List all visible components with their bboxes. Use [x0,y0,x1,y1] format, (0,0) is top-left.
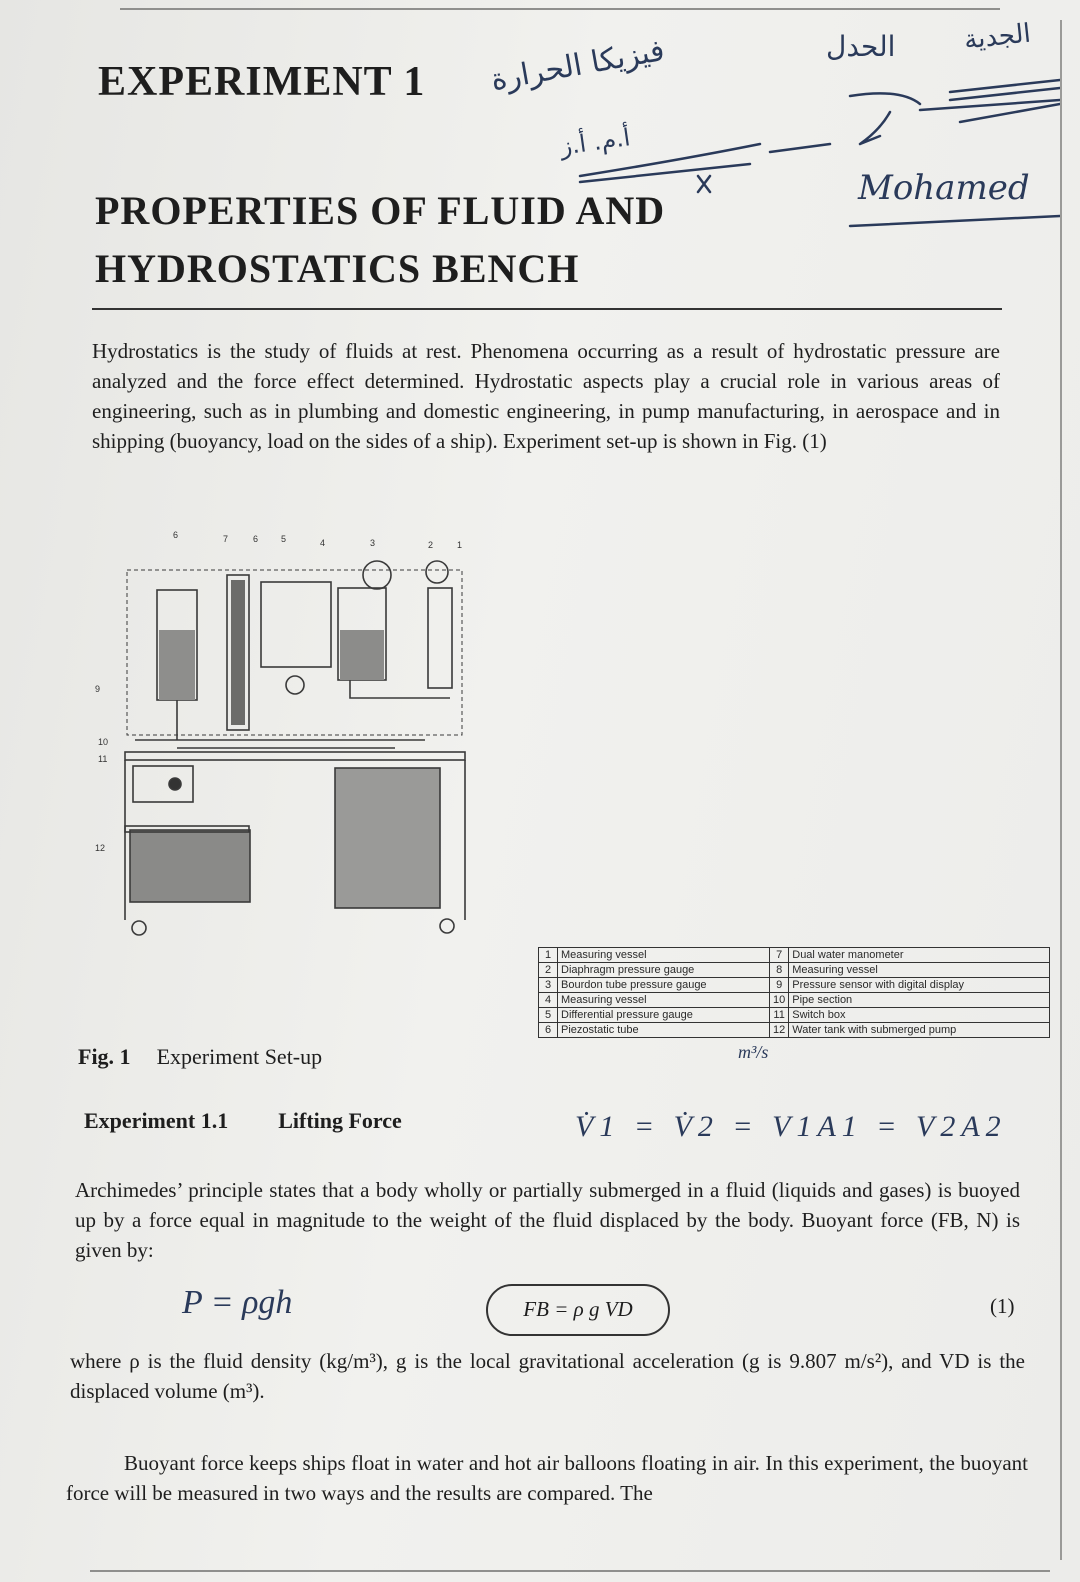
legend-label: Bourdon tube pressure gauge [558,978,770,993]
legend-label: Measuring vessel [558,948,770,963]
title-line-1: PROPERTIES OF FLUID AND [95,188,666,233]
legend-label: Piezostatic tube [558,1023,770,1038]
handwritten-arabic-top-2: الجدية [962,18,1033,56]
handwritten-arabic-top-1: الحدل [826,30,896,63]
equation-number: (1) [990,1294,1015,1318]
callout-9: 9 [95,684,101,694]
legend-number: 7 [770,948,789,963]
callout-1: 1 [457,540,463,550]
figure-legend-table [538,947,1050,1038]
callout-6b: 6 [253,534,259,544]
handwritten-pressure-equation: P = ρgh [182,1284,293,1321]
handwritten-flow-equation: V̇1 = V̇2 = V1A1 = V2A2 [575,1110,1007,1143]
handwritten-signature: Mohamed [858,168,1030,208]
legend-label: Measuring vessel [789,963,1050,978]
legend-row [539,1023,1050,1038]
legend-label: Dual water manometer [789,948,1050,963]
experiment-number: EXPERIMENT 1 [98,59,426,105]
section-heading [84,1108,402,1134]
legend-label: Measuring vessel [558,993,770,1008]
callout-4: 4 [320,538,326,548]
callout-6: 6 [173,530,179,540]
legend-label: Pipe section [789,993,1050,1008]
legend-number: 10 [770,993,789,1008]
handwritten-arabic-note: فيزيكا الحرارة [488,33,668,98]
figure-caption-label: Fig. 1 [78,1044,131,1069]
legend-row [539,1008,1050,1023]
where-paragraph: where ρ is the fluid density (kg/m³), g is the local gravitational acceleration (g is 9.807 m/s²), and VD is the displaced volume (m³). [70,1349,1025,1403]
legend-row [539,978,1050,993]
handwritten-units: m³/s [738,1042,769,1062]
callout-7: 7 [223,534,229,544]
section-label: Experiment 1.1 [84,1108,229,1133]
right-margin-rule [1060,20,1062,1560]
legend-label: Diaphragm pressure gauge [558,963,770,978]
legend-number: 5 [539,1008,558,1023]
callout-5: 5 [281,534,287,544]
callout-10: 10 [98,737,109,747]
legend-number: 6 [539,1023,558,1038]
legend-number: 3 [539,978,558,993]
figure-caption [78,1044,322,1070]
legend-label: Water tank with submerged pump [789,1023,1050,1038]
legend-number: 4 [539,993,558,1008]
legend-label: Differential pressure gauge [558,1008,770,1023]
legend-label: Switch box [789,1008,1050,1023]
closing-paragraph: Buoyant force keeps ships float in water and hot air balloons floating in air. In this experiment, the buoyant force will be measured in two ways and the results are compared. The [66,1451,1028,1505]
legend-number: 8 [770,963,789,978]
section-title: Lifting Force [278,1108,402,1133]
archimedes-paragraph: Archimedes’ principle states that a body wholly or partially submerged in a fluid (liquids and gases) is buoyed up by a force equal in magnitude to the weight of the fluid displaced by the body. Buoyant force (FB, N) is given by: [75,1178,1020,1262]
legend-row [539,948,1050,963]
legend-label: Pressure sensor with digital display [789,978,1050,993]
title-underline [92,308,1002,310]
buoyant-force-equation: FB = ρ g VD [486,1284,670,1336]
experiment-setup-figure [95,530,475,955]
legend-number: 12 [770,1023,789,1038]
bottom-rule [90,1570,1050,1572]
callout-11: 11 [98,754,108,764]
title-line-2: HYDROSTATICS BENCH [95,246,580,291]
legend-number: 1 [539,948,558,963]
top-rule [120,8,1000,10]
intro-paragraph: Hydrostatics is the study of fluids at rest. Phenomena occurring as a result of hydrostatic pressure are analyzed and the force effect determined. Hydrostatic aspects play a crucial role in various areas of engineering, such as in plumbing and domestic engineering, in pump manufacturing, in aerospace and in shipping (buoyancy, load on the sides of a ship). Experiment set-up is shown in Fig. (1) [92,339,1000,453]
legend-number: 9 [770,978,789,993]
legend-number: 11 [770,1008,789,1023]
legend-number: 2 [539,963,558,978]
handwritten-arabic-note-2: أ.م. أ.ز [558,123,632,161]
callout-3: 3 [370,538,376,548]
figure-caption-text: Experiment Set-up [156,1044,323,1069]
legend-row [539,993,1050,1008]
page-title [95,182,665,298]
callout-2: 2 [428,540,434,550]
legend-row [539,963,1050,978]
callout-12: 12 [95,843,106,853]
